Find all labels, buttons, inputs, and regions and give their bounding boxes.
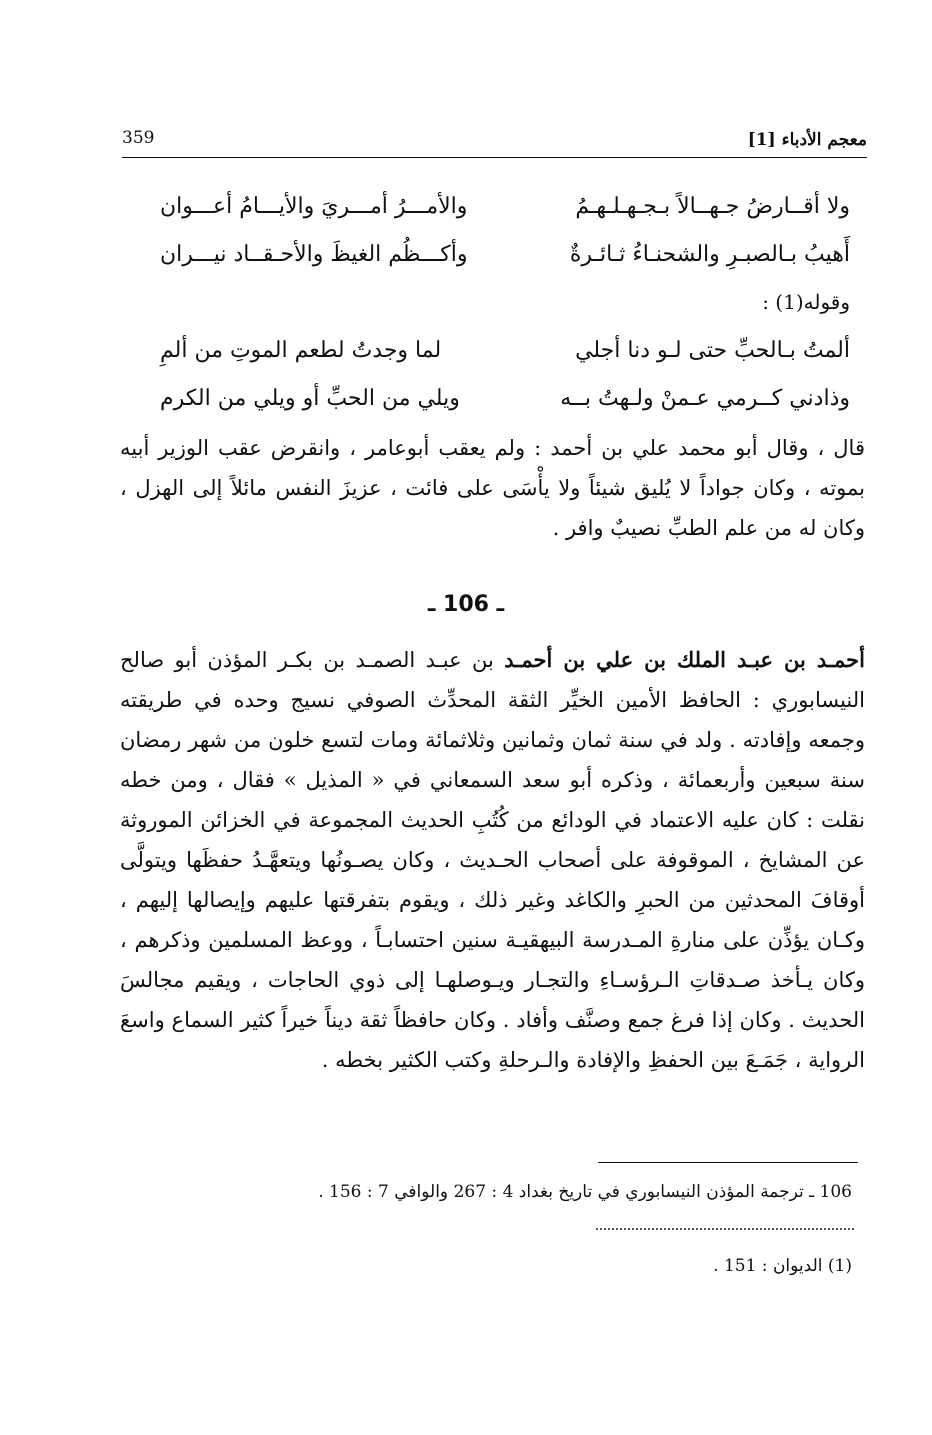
- verse-second-hemistich: ويلي من الحبِّ أو ويلي من الكرم: [160, 386, 460, 411]
- verse-line: [160, 338, 850, 386]
- verse-first-hemistich: ألمتُ بـالحبِّ حتى لـو دنا أجلي: [575, 338, 850, 363]
- verse-line: [160, 242, 850, 290]
- footnote-entry-sources: 106 ـ ترجمة المؤذن النيسابوري في تاريخ بغداد 4 : 267 والوافي 7 : 156 .: [318, 1182, 852, 1202]
- footnote-diwan: (1) الديوان : 151 .: [713, 1256, 852, 1276]
- footnote-separator: [596, 1228, 854, 1230]
- verse-second-hemistich: والأمـــرُ أمـــريَ والأيـــامُ أعـــوان: [160, 194, 468, 219]
- entry-name: أحمـد بن عبـد الملك بن علي بن أحمـد: [504, 647, 865, 672]
- poem-intro: وقوله(1) :: [762, 290, 850, 314]
- verse-first-hemistich: أَهيبُ بـالصبـرِ والشحنـاءُ ثـائـرةٌ: [569, 242, 850, 267]
- book-title: معجم الأدباء [1]: [747, 130, 867, 150]
- entry-number: ـ 106 ـ: [427, 592, 505, 617]
- running-header: [122, 124, 867, 158]
- verse-first-hemistich: ولا أقــارضُ جـهــالاً بـجـهـلـهـمُ: [575, 194, 850, 219]
- biography-paragraph: [120, 640, 865, 1080]
- page-number: 359: [122, 128, 155, 148]
- footnote-rule: [598, 1162, 858, 1163]
- verse-line: [160, 386, 850, 434]
- verse-line: [160, 194, 850, 242]
- verse-second-hemistich: لما وجدتُ لطعم الموتِ من ألمِ: [160, 338, 442, 363]
- header-rule: [122, 157, 867, 158]
- poem-block-2: [160, 338, 850, 434]
- narrative-paragraph: قال ، وقال أبو محمد علي بن أحمد : ولم يعقب أبوعامر ، وانقرض عقب الوزير أبيه بموته ، وكان جواداً لا يُليق شيئاً ولا يأْسَى على فائت ، عزيزَ النفس مائلاً إلى الهزل ، وكان له من علم الطبِّ نصيبٌ وافر .: [120, 436, 865, 540]
- poem-block-1: [160, 194, 850, 290]
- verse-first-hemistich: وذادني كــرمي عـمنْ ولـهتُ بــه: [560, 386, 850, 411]
- biography-text: بن عبـد الصمـد بن بكـر المؤذن أبو صالح النيسابوري : الحافظ الأمين الخيِّر الثقة المحدِّث الصوفي نسيج وحده في طريقته وجمعه وإفادته . ولد في سنة ثمان وثمانين وثلاثمائة ومات لتسع خلون من شهر رمضان سنة سبعين وأربعمائة ، وذكره أبو سعد السمعاني في « المذيل » فقال ، ومن خطه نقلت : كان عليه الاعتماد في الودائع من كُتُبِ الحديث المجموعة في الخزائن الموروثة عن المشايخ ، الموقوفة على أصحاب الحـديث ، وكان يصـونُها ويتعهَّـدُ حفظَها ويتولَّى أوقافَ المحدثين من الحبرِ والكاغد وغير ذلك ، ويقوم بتفرقتها عليهم وإيصالها إليهم ، وكـان يؤذِّن على منارةِ المـدرسة البيهقيـة سنين احتسابـاً ، ووعظ المسلمين وذكرهم ، وكان يـأخذ صـدقاتِ الـرؤسـاءِ والتجـار ويـوصلهـا إلى ذوي الحاجات ، ويقيم مجالسَ الحديث . وكان إذا فرغ جمع وصنَّف وأفاد . وكان حافظاً ثقة ديناً خيراً كثير السماع واسعَ الرواية ، جَمَـعَ بين الحفظِ والإفادة والـرحلةِ وكتب الكثير بخطه .: [120, 648, 865, 1072]
- verse-second-hemistich: وأكـــظُم الغيظَ والأحـقــاد نيـــران: [160, 242, 468, 267]
